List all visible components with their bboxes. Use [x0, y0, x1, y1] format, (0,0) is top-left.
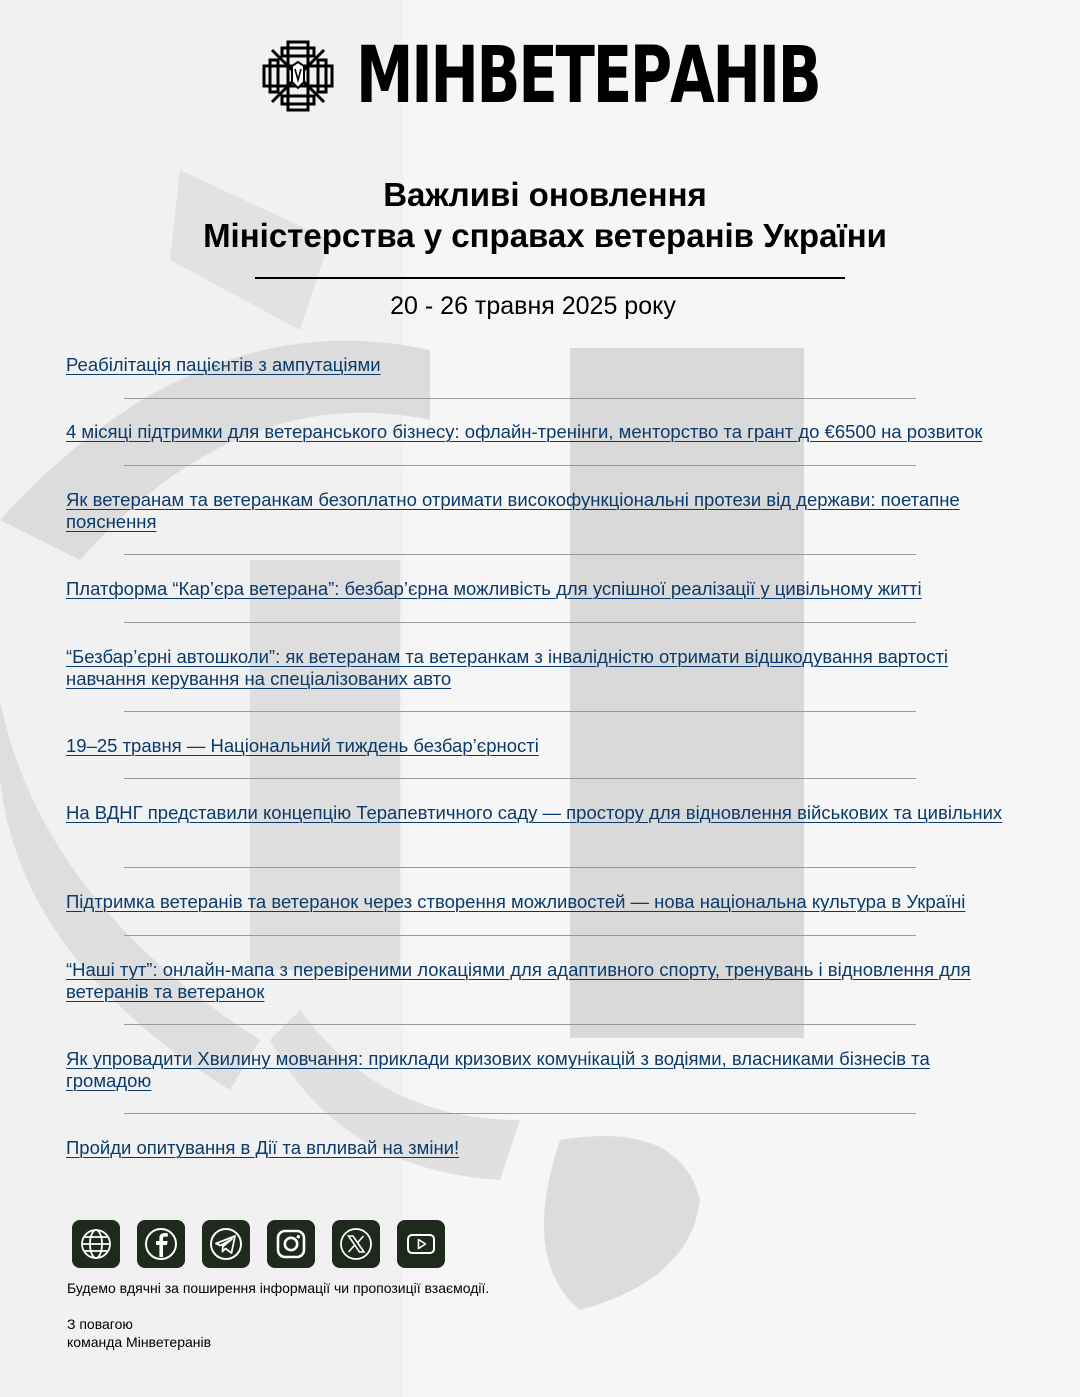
signature-regards: З повагою: [67, 1316, 133, 1332]
instagram-button[interactable]: [267, 1220, 315, 1268]
news-divider: [124, 1113, 916, 1114]
brand-name: МІНВЕТЕРАНІВ: [356, 31, 820, 121]
signature-team: команда Мінветеранів: [67, 1334, 212, 1350]
news-link-therapeutic-garden[interactable]: На ВДНГ представили концепцію Терапевтичного саду — простору для відновлення військових та цивільних: [66, 802, 1003, 823]
website-button[interactable]: [72, 1220, 120, 1268]
youtube-button[interactable]: [397, 1220, 445, 1268]
news-divider: [124, 622, 916, 623]
news-link-rehabilitation[interactable]: Реабілітація пацієнтів з ампутаціями: [66, 354, 381, 375]
news-link-career-platform[interactable]: Платформа “Кар’єра ветерана”: безбар’єрна можливість для успішної реалізації у цивільному житті: [66, 578, 922, 599]
news-link-online-map[interactable]: “Наші тут”: онлайн-мапа з перевіреними локаціями для адаптивного спорту, тренувань і відновлення для ветеранів та ветеранок: [66, 959, 971, 1002]
news-link-minute-of-silence[interactable]: Як упровадити Хвилину мовчання: приклади кризових комунікацій з водіями, власниками бізнесів та громадою: [66, 1048, 930, 1091]
news-divider: [124, 711, 916, 712]
date-range: 20 - 26 травня 2025 року: [390, 292, 676, 320]
title-divider: [255, 277, 845, 279]
news-divider: [124, 935, 916, 936]
news-divider: [124, 778, 916, 779]
instagram-icon: [273, 1226, 309, 1262]
signature: [67, 1315, 211, 1351]
news-divider: [124, 398, 916, 399]
title-line-2: Міністерства у справах ветеранів України: [203, 217, 887, 254]
news-divider: [124, 1024, 916, 1025]
brand-logo: [262, 31, 982, 121]
news-link-national-culture[interactable]: Підтримка ветеранів та ветеранок через створення можливостей — нова національна культура в Україні: [66, 891, 966, 912]
x-button[interactable]: [332, 1220, 380, 1268]
x-icon: [338, 1226, 374, 1262]
facebook-icon: [143, 1226, 179, 1262]
news-link-veteran-business[interactable]: 4 місяці підтримки для ветеранського бізнесу: офлайн-тренінги, менторство та грант до €6500 на розвиток: [66, 421, 983, 442]
news-link-diia-survey[interactable]: Пройди опитування в Дії та впливай на зміни!: [66, 1137, 460, 1158]
social-links: [72, 1220, 462, 1268]
news-link-prostheses[interactable]: Як ветеранам та ветеранкам безоплатно отримати високофункціональні протези від держави: поетапне пояснення: [66, 489, 960, 532]
news-divider: [124, 554, 916, 555]
facebook-button[interactable]: [137, 1220, 185, 1268]
telegram-icon: [208, 1226, 244, 1262]
telegram-button[interactable]: [202, 1220, 250, 1268]
news-link-driving-schools[interactable]: “Безбар’єрні автошколи”: як ветеранам та ветеранкам з інвалідністю отримати відшкодування вартості навчання керування на спеціалізованих авто: [66, 646, 949, 689]
title-line-1: Важливі оновлення: [383, 176, 707, 213]
youtube-icon: [403, 1226, 439, 1262]
page-title: [0, 174, 1080, 256]
news-divider: [124, 867, 916, 868]
globe-icon: [78, 1226, 114, 1262]
share-note: Будемо вдячні за поширення інформації чи пропозиції взаємодії.: [67, 1280, 490, 1296]
ministry-emblem-icon: [262, 40, 334, 112]
news-divider: [124, 465, 916, 466]
news-link-barrier-free-week[interactable]: 19–25 травня — Національний тиждень безбар’єрності: [66, 735, 539, 756]
